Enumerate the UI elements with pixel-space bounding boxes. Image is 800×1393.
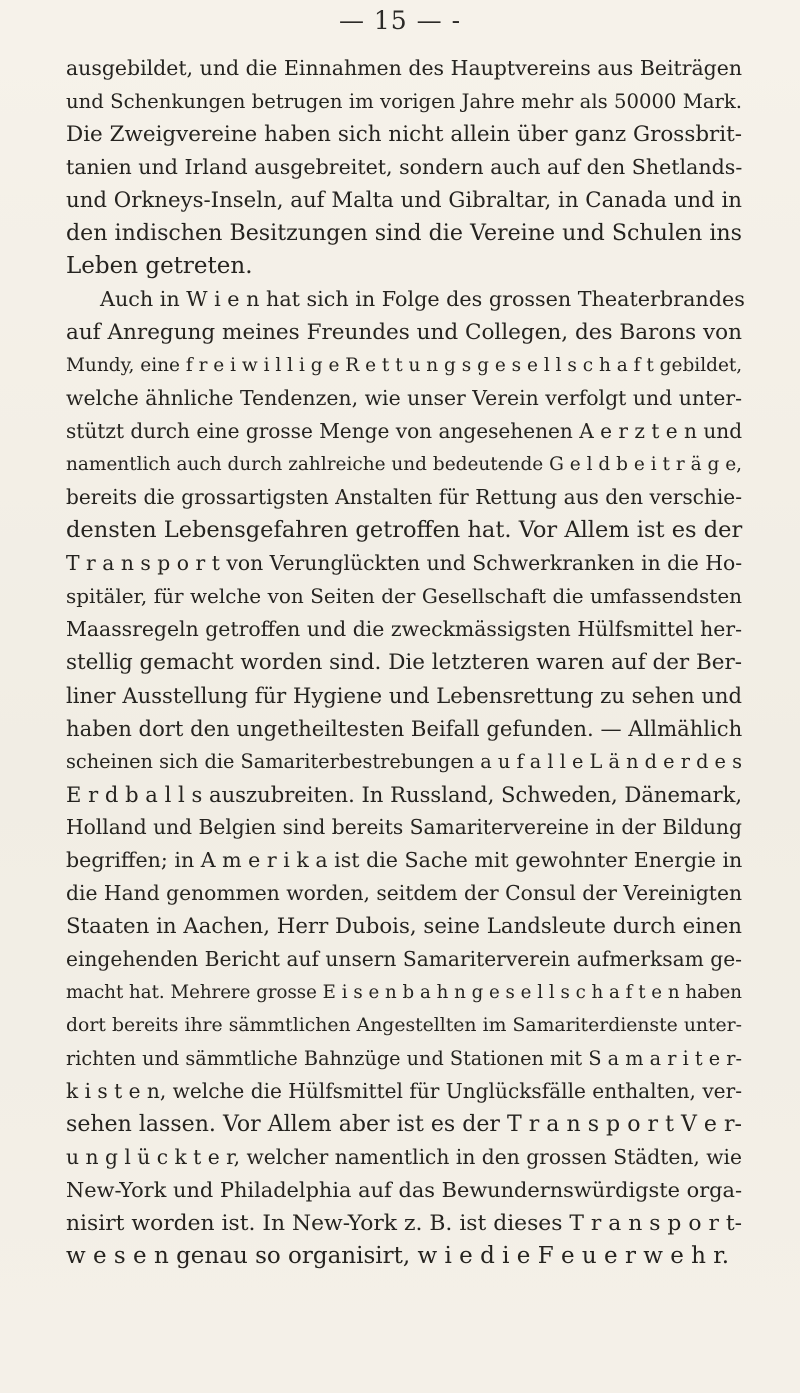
text-line: New-York und Philadelphia auf das Bewundernswürdigste orga- [66, 1178, 742, 1202]
text-line: welche ähnliche Tendenzen, wie unser Verein verfolgt und unter- [66, 386, 742, 410]
text-line: T r a n s p o r t von Verunglückten und Schwerkranken in die Ho- [66, 551, 743, 575]
text-line: eingehenden Bericht auf unsern Samariterverein aufmerksam ge- [66, 947, 742, 971]
text-line: namentlich auch durch zahlreiche und bedeutende G e l d b e i t r ä g e, [66, 454, 742, 475]
text-line: u n g l ü c k t e r, welcher namentlich in den grossen Städten, wie [66, 1145, 742, 1169]
text-line: densten Lebensgefahren getroffen hat. Vor Allem ist es der [66, 517, 743, 543]
text-line: dort bereits ihre sämmtlichen Angestellten im Samariterdienste unter- [66, 1015, 742, 1036]
text-line: haben dort den ungetheiltesten Beifall gefunden. — Allmählich [66, 716, 743, 741]
text-line: Die Zweigvereine haben sich nicht allein über ganz Grossbrit- [66, 122, 742, 147]
text-line: bereits die grossartigsten Anstalten für Rettung aus den verschie- [66, 485, 742, 509]
text-line: Maassregeln getroffen und die zweckmässigsten Hülfsmittel her- [66, 617, 742, 641]
text-line: stützt durch eine grosse Menge von angesehenen A e r z t e n und [66, 419, 743, 443]
text-line: E r d b a l l s auszubreiten. In Russland, Schweden, Dänemark, [66, 782, 743, 807]
text-line: tanien und Irland ausgebreitet, sondern auch auf den Shetlands- [66, 155, 743, 179]
text-line: k i s t e n, welche die Hülfsmittel für Unglücksfälle enthalten, ver- [66, 1079, 742, 1103]
text-line: den indischen Besitzungen sind die Vereine und Schulen ins [66, 220, 742, 246]
text-line: und Schenkungen betrugen im vorigen Jahre mehr als 50000 Mark. [66, 90, 742, 113]
text-line: liner Ausstellung für Hygiene und Lebensrettung zu sehen und [66, 683, 742, 708]
text-line: stellig gemacht worden sind. Die letzteren waren auf der Ber- [66, 650, 742, 675]
page-number-header: — 15 — ‑ [338, 6, 462, 35]
text-line: sehen lassen. Vor Allem aber ist es der T r a n s p o r t V e r- [66, 1112, 742, 1137]
text-line: w e s e n genau so organisirt, w i e d i e F e u e r w e h r. [66, 1243, 730, 1269]
text-line: spitäler, für welche von Seiten der Gesellschaft die umfassendsten [66, 584, 742, 608]
paragraph-2 [66, 283, 745, 1273]
text-line: nisirt worden ist. In New-York z. B. ist dieses T r a n s p o r t- [66, 1211, 742, 1236]
text-line: macht hat. Mehrere grosse E i s e n b a h n g e s e l l s c h a f t e n haben [66, 982, 742, 1003]
text-line: Staaten in Aachen, Herr Dubois, seine Landsleute durch einen [66, 914, 742, 939]
text-line: richten und sämmtliche Bahnzüge und Stationen mit S a m a r i t e r- [66, 1047, 742, 1070]
page-body-text [66, 52, 745, 1273]
text-line: begriffen; in A m e r i k a ist die Sache mit gewohnter Energie in [66, 848, 743, 872]
text-line: auf Anregung meines Freundes und Collegen, des Barons von [66, 320, 742, 345]
text-line: Holland und Belgien sind bereits Samaritervereine in der Bildung [66, 815, 742, 839]
text-line: ausgebildet, und die Einnahmen des Hauptvereins aus Beiträgen [66, 56, 742, 80]
text-line: und Orkneys-Inseln, auf Malta und Gibraltar, in Canada und in [66, 188, 742, 213]
text-line: scheinen sich die Samariterbestrebungen a u f a l l e L ä n d e r d e s [66, 750, 742, 773]
text-line: die Hand genommen worden, seitdem der Consul der Vereinigten [66, 881, 742, 905]
paragraph-1 [66, 52, 742, 283]
text-line: Leben getreten. [66, 253, 253, 279]
text-line: Mundy, eine f r e i w i l l i g e R e t t u n g s g e s e l l s c h a f t gebildet, [66, 355, 743, 376]
text-line: Auch in W i e n hat sich in Folge des grossen Theaterbrandes [100, 287, 745, 311]
